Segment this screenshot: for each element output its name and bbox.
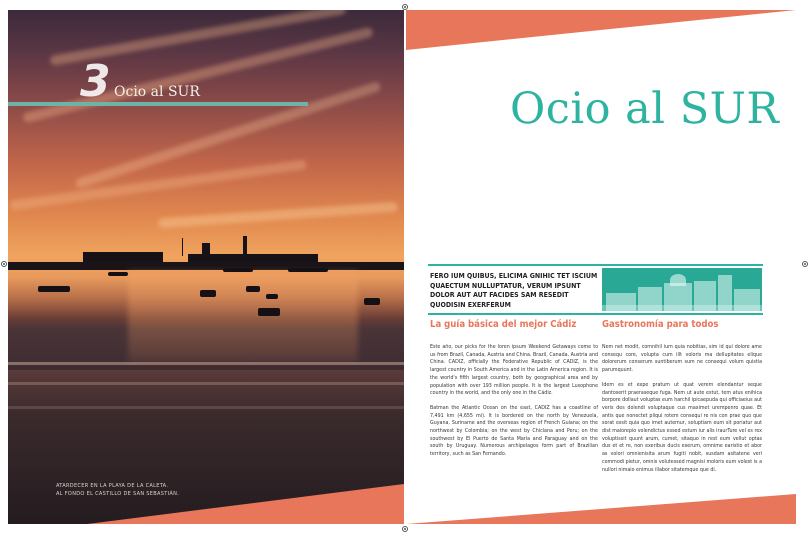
- page-title: Ocio al SUR: [510, 84, 780, 134]
- sea-reflection: [128, 272, 358, 362]
- caption-line: AL FONDO EL CASTILLO DE SAN SEBASTIÁN.: [56, 491, 180, 497]
- boat: [246, 286, 260, 292]
- boat: [108, 272, 128, 276]
- chapter-number: 3: [80, 56, 111, 107]
- chapter-title: Ocio al SUR: [114, 84, 200, 100]
- city-photo: [602, 268, 762, 311]
- castle-tower: [202, 243, 210, 257]
- registration-mark: [402, 526, 408, 532]
- divider-rule: [428, 313, 763, 315]
- paragraph: Nem net modit, comnihil ium quia nobitias, sim id qui dolore ame consequ core, volupta cum illt voloris ma dellupitates elique dolorerum conserum suntiberum sum ne consequi volum quistia parumquunt.: [602, 344, 762, 374]
- paragraph: Batman the Atlantic Ocean on the east, CADIZ has a coastline of 7,491 km (4,655 mi). It is bordered on the north by Venezuela, Guyana, Suriname and the overseas region of French Guiana; on the northwest by Colombia; on the west by Chiclana and Peru; on the southwest by El Puerto de Santa María and Paraguay and on the south by Uruguay. Numerous archipelagos form part of Brazilian territory, such as San Fernando.: [430, 404, 598, 458]
- wave: [8, 382, 404, 385]
- chapter-bar: [8, 102, 308, 106]
- registration-mark: [1, 261, 7, 267]
- coral-wedge-top: [406, 10, 796, 50]
- caption-line: ATARDECER EN LA PLAYA DE LA CALETA.: [56, 483, 169, 489]
- column-heading: Gastronomía para todos: [602, 319, 719, 330]
- divider-rule: [428, 264, 763, 266]
- boat: [266, 294, 278, 299]
- coral-wedge-bottom: [406, 494, 796, 524]
- cloud-streak: [158, 202, 398, 229]
- boat: [200, 290, 216, 297]
- lighthouse: [243, 236, 247, 258]
- left-page-photo: [8, 10, 404, 524]
- column-text: [602, 344, 762, 481]
- photo-caption: [56, 482, 276, 498]
- column-heading: La guía básica del mejor Cádiz: [430, 319, 577, 330]
- wave: [8, 406, 404, 409]
- boat: [364, 298, 380, 305]
- mast: [182, 238, 183, 256]
- lead-paragraph: FERO IUM QUIBUS, ELICIMA GNIHIC TET ISCIUM QUAECTUM NULLUPTATUR, VERUM IPSUNT DOLOR AUT AUT FACIDES SAM RESEDIT QUODISIN EXERFERUM: [430, 272, 598, 309]
- boat: [38, 286, 70, 292]
- paragraph: Este año, our picks for the loren ipsum Weekend Getaways come to us from Brazil, Canada, Austria and China. Brazil, Canada, Austria and China. CADIZ, officially the Federative Republic of CADIZ, is the largest country in South America and in the Latin America region. It is the world's fifth largest country, both by geographical area and by population with over 193 million people. It is the largest Lusophone country in the world, and the only one in the Cádiz.: [430, 344, 598, 397]
- registration-mark: [802, 261, 808, 267]
- cloud-streak: [9, 159, 307, 211]
- column-text: [430, 344, 598, 466]
- registration-mark: [402, 4, 408, 10]
- horizon: [8, 262, 404, 270]
- boat: [223, 268, 253, 272]
- boat: [258, 308, 280, 316]
- paragraph: Idem es et expe pratum ut quat verem elendantur seque dantoserit praeraseque fuga. Nem ut aute estut, tem atus enihica borpore dollaut voluptas eum harchil ipicaepuda qui officiaeius aut veris des dolendi voluptaque cus maximet urempenro quae. Et antis que nonectet pliqui rotem consequi re nis con prae quo que sorat essit quia quo imet autemur, soluptiam eum sit poriatur aut dist maiorepio volendictus essed estum iur alis iraurTure vel es rex voluptissit quunt arum, cumet, sitaquo in rest eum vellut optas dus et et re, non exeribus ducis exerum, omnime earistio et abor as volori omnienisita arum fugiti nobit, susdam asitatene veri commodi pietur, omnis volutessed magnisi moloris eum volest is a nullori nimaio enimus illabor sitatemque que di.: [602, 381, 762, 473]
- right-page: [406, 10, 796, 524]
- boat: [288, 268, 328, 272]
- wave: [8, 362, 404, 365]
- cathedral-dome: [670, 274, 686, 286]
- building: [602, 305, 762, 311]
